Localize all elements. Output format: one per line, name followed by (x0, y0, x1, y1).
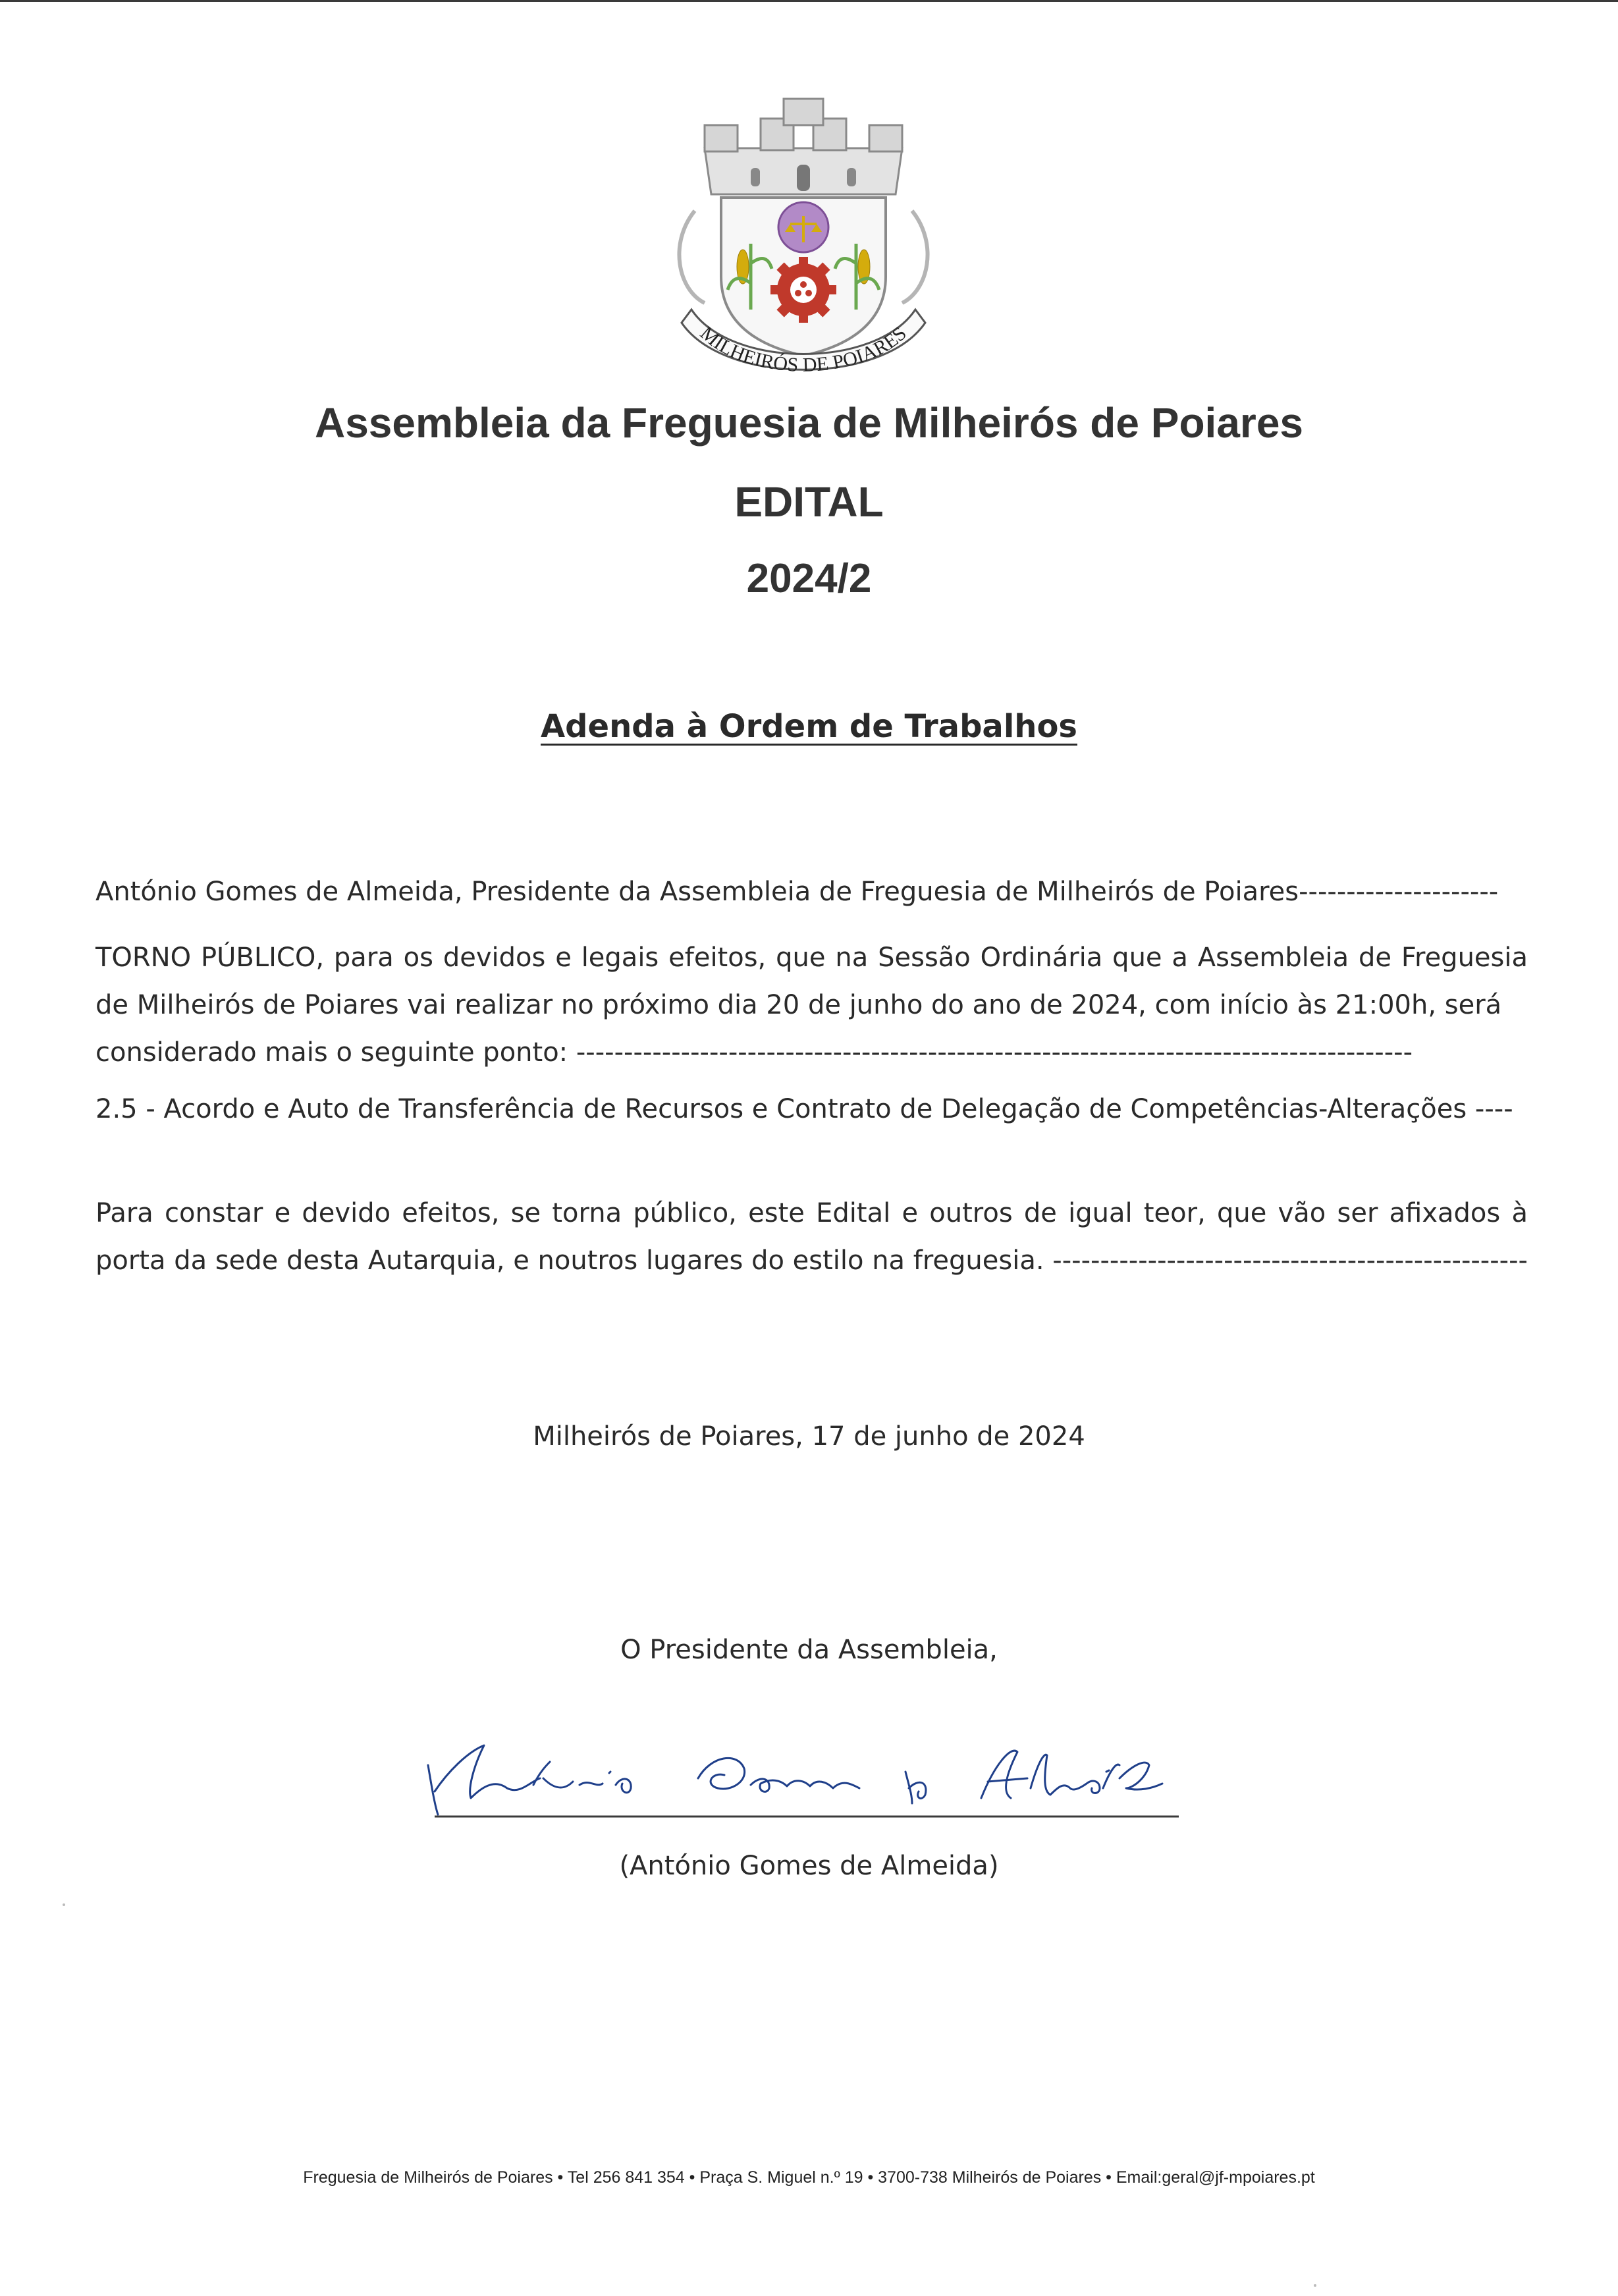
paragraph-announcement-text: TORNO PÚBLICO, para os devidos e legais efeitos, que na Sessão Ordinária que a Assembleia de Freguesia de Milheirós de Poiares vai realizar no próximo dia 20 de junho do ano de 2024, com início às 21:00h, será (95, 943, 1528, 1020)
paragraph-publication-text: Para constar e devido efeitos, se torna público, este Edital e outros de igual teor, que vão ser afixados à porta da sede desta Autarquia, e noutros lugares do estilo na freguesia. (95, 1198, 1528, 1276)
agenda-addendum-heading: Adenda à Ordem de Trabalhos (541, 708, 1077, 745)
mural-crown (705, 99, 902, 194)
signature-scribble (421, 1726, 1185, 1824)
scan-speck (1314, 2284, 1316, 2287)
scan-speck (63, 1903, 65, 1906)
signer-name: (António Gomes de Almeida) (619, 1851, 999, 1881)
paragraph-president (95, 868, 1528, 916)
paragraph-president-text: António Gomes de Almeida, Presidente da Assembleia de Freguesia de Milheirós de Poiares (95, 877, 1299, 907)
crest-motto: MILHEIRÓS DE POIARES (695, 322, 911, 376)
document-type: EDITAL (734, 478, 884, 526)
assembly-title: Assembleia da Freguesia de Milheirós de Poiares (314, 399, 1304, 447)
paragraph-announcement-text-end: considerado mais o seguinte ponto: (95, 1037, 568, 1068)
dash-fill: ---- (1474, 1094, 1513, 1124)
footer-contact: Freguesia de Milheirós de Poiares • Tel 256 841 354 • Praça S. Miguel n.º 19 • 3700-738 Milheirós de Poiares • Email:geral@jf-mpoiares.pt (303, 2168, 1315, 2187)
handwritten-signature (421, 1726, 1185, 1824)
coat-of-arms-graphic (665, 92, 942, 382)
agenda-item-text: 2.5 - Acordo e Auto de Transferência de Recursos e Contrato de Delegação de Competências-Alterações (95, 1094, 1467, 1124)
section-heading (0, 708, 1618, 745)
coat-of-arms (665, 92, 942, 382)
top-edge-line (0, 0, 1618, 2)
president-label: O Presidente da Assembleia, (620, 1635, 998, 1665)
paragraph-announcement-last-line (95, 1029, 1528, 1076)
dash-fill: -------------------------------------------------- (1052, 1245, 1528, 1276)
paragraph-announcement (95, 934, 1528, 1076)
agenda-item (95, 1085, 1528, 1133)
paragraph-publication (95, 1189, 1528, 1284)
dash-fill: ---------------------------------------------------------------------------------------- (576, 1037, 1413, 1068)
gear (770, 257, 836, 323)
place-and-date: Milheirós de Poiares, 17 de junho de 2024 (533, 1421, 1085, 1452)
dash-fill: --------------------- (1299, 877, 1499, 907)
document-number: 2024/2 (746, 556, 872, 601)
